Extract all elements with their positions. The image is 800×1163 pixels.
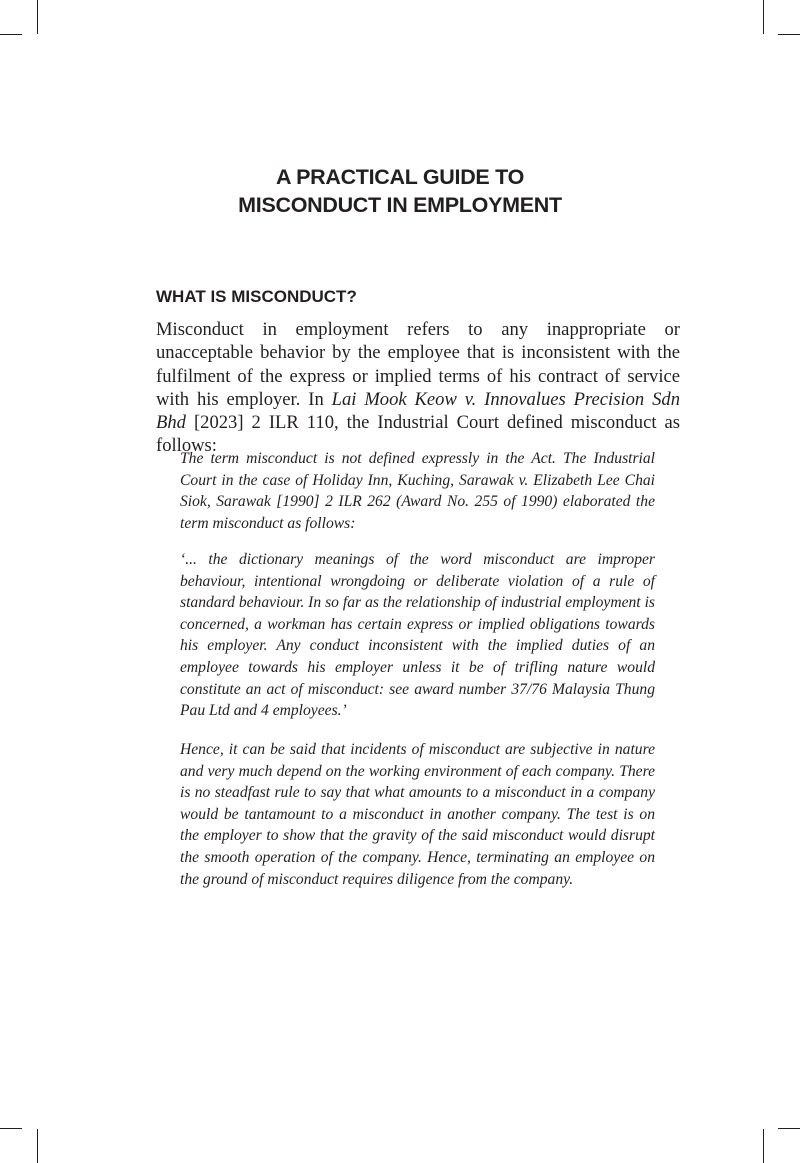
crop-mark-top-left-horizontal <box>0 34 22 35</box>
page-title <box>0 163 800 219</box>
case-name: Lai Mook Keow v. Innovalues Precision Sdn Bhd <box>156 388 680 434</box>
crop-mark-bottom-right-vertical <box>763 1129 764 1163</box>
page-title-line-2: MISCONDUCT IN EMPLOYMENT <box>238 193 562 217</box>
section-heading: WHAT IS MISCONDUCT? <box>156 287 357 306</box>
intro-paragraph <box>156 318 680 458</box>
crop-mark-top-right-vertical <box>763 0 764 34</box>
intro-text-b: [2023] 2 ILR 110, the Industrial Court defined misconduct as follows: <box>156 412 680 457</box>
crop-mark-bottom-right-horizontal <box>778 1128 800 1129</box>
crop-mark-top-right-horizontal <box>778 34 800 35</box>
quote-paragraph-3: Hence, it can be said that incidents of misconduct are subjective in nature and very much depend on the working environment of each company. There is no steadfast rule to say that what amounts to a misconduct in a company would be tantamount to a misconduct in another company. The test is on the employer to show that the gravity of the said misconduct would disrupt the smooth operation of the company. Hence, terminating an employee on the ground of misconduct requires diligence from the company. <box>180 741 655 888</box>
page-title-line-1: A PRACTICAL GUIDE TO <box>275 165 525 189</box>
quote-paragraph-1: The term misconduct is not defined expressly in the Act. The Industrial Court in the case of Holiday Inn, Kuching, Sarawak v. Elizabeth Lee Chai Siok, Sarawak [1990] 2 ILR 262 (Award No. 255 of 1990) elaborated the term misconduct as follows: <box>180 450 655 532</box>
intro-text-a: Misconduct in employment refers to any inappropriate or unacceptable behavior by the employee that is inconsistent with the fulfilment of the express or implied terms of his contract of service with his employer. In <box>156 319 680 410</box>
crop-mark-bottom-left-horizontal <box>0 1128 22 1129</box>
quote-paragraph-2: ‘... the dictionary meanings of the word misconduct are improper behaviour, intentional wrongdoing or deliberate violation of a rule of standard behaviour. In so far as the relationship of industrial employment is concerned, a workman has certain express or implied obligations towards his employer. Any conduct inconsistent with the implied duties of an employee towards his employer unless it be of trifling nature would constitute an act of misconduct: see award number 37/76 Malaysia Thung Pau Ltd and 4 employees.’ <box>180 551 655 720</box>
crop-mark-bottom-left-vertical <box>37 1129 38 1163</box>
crop-mark-top-left-vertical <box>37 0 38 34</box>
